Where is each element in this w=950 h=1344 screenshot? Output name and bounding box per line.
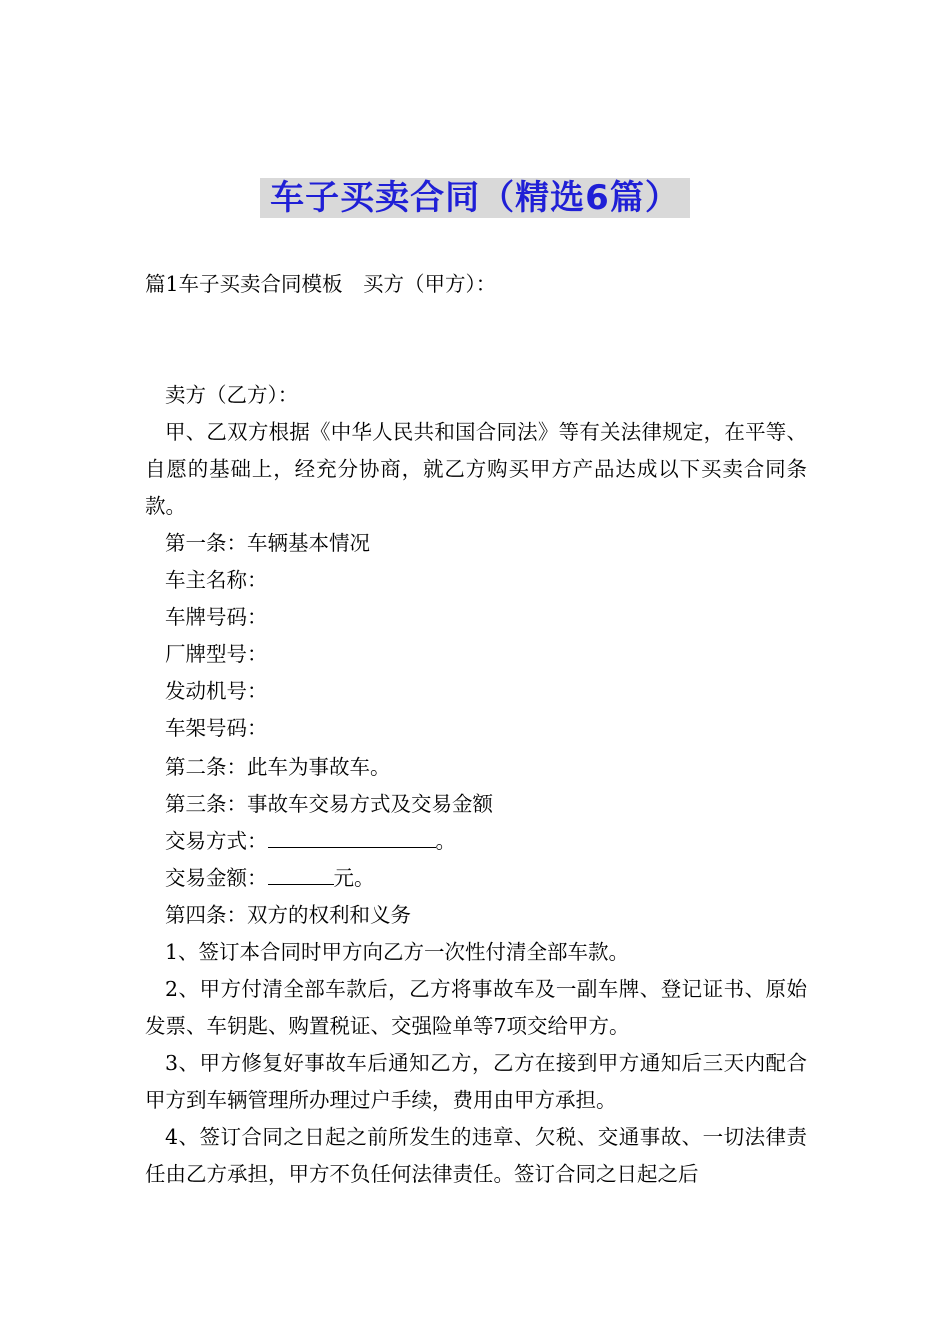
trade-amount-end: 元。 — [333, 866, 375, 890]
trade-method-blank — [268, 825, 436, 848]
plate-number-field: 车牌号码： — [165, 605, 268, 629]
owner-name-field: 车主名称： — [165, 568, 268, 592]
model-field: 厂牌型号： — [165, 642, 268, 666]
title-wrap — [0, 178, 950, 218]
trade-amount-blank — [268, 862, 334, 885]
seller-line: 卖方（乙方）： — [165, 383, 299, 407]
trade-amount-line — [145, 860, 830, 897]
item-1: 1、签订本合同时甲方向乙方一次性付清全部车款。 — [165, 940, 630, 964]
engine-number-field: 发动机号： — [165, 679, 268, 703]
article-1-heading: 第一条：车辆基本情况 — [165, 531, 370, 555]
intro-paragraph: 甲、乙双方根据《中华人民共和国合同法》等有关法律规定，在平等、自愿的基础上，经充分协商，就乙方购买甲方产品达成以下买卖合同条款。 — [145, 420, 807, 518]
trade-method-label: 交易方式： — [165, 829, 268, 853]
trade-amount-label: 交易金额： — [165, 866, 268, 890]
document-title: 车子买卖合同（精选6篇） — [260, 178, 690, 218]
trade-method-line — [145, 823, 830, 860]
item-4: 4、签订合同之日起之前所发生的违章、欠税、交通事故、一切法律责任由乙方承担，甲方不负任何法律责任。签订合同之日起之后 — [145, 1125, 807, 1186]
item-3: 3、甲方修复好事故车后通知乙方，乙方在接到甲方通知后三天内配合甲方到车辆管理所办理过户手续，费用由甲方承担。 — [145, 1051, 807, 1112]
article-2-heading: 第二条：此车为事故车。 — [165, 755, 391, 779]
article-3-heading: 第三条：事故车交易方式及交易金额 — [165, 792, 493, 816]
header-line: 篇1车子买卖合同模板 买方（甲方）： — [145, 272, 497, 296]
frame-number-field: 车架号码： — [165, 716, 268, 740]
article-4-heading: 第四条：双方的权利和义务 — [165, 903, 411, 927]
item-2: 2、甲方付清全部车款后，乙方将事故车及一副车牌、登记证书、原始发票、车钥匙、购置税证、交强险单等7项交给甲方。 — [145, 977, 807, 1038]
trade-method-end: 。 — [435, 829, 456, 853]
